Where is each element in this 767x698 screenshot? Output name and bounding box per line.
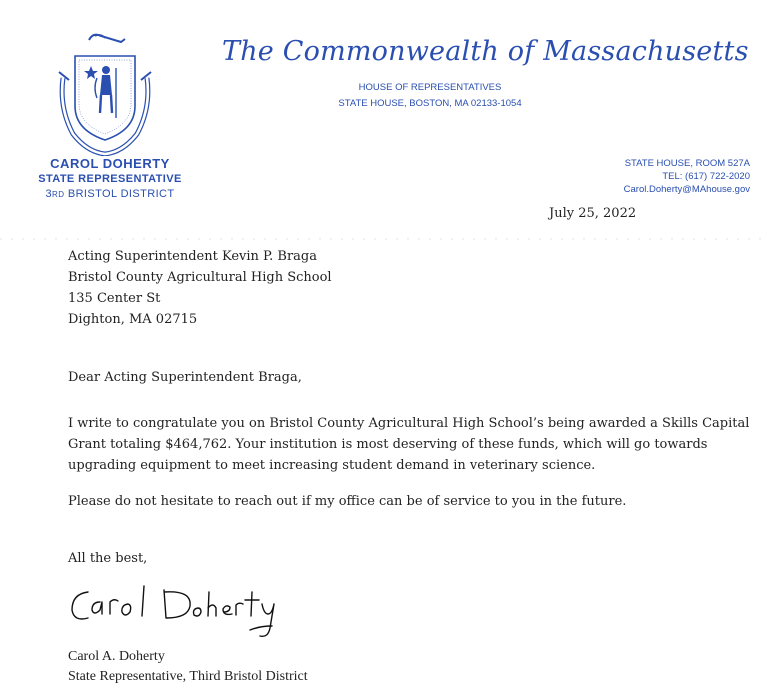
district-ordinal-suffix: RD (52, 190, 65, 199)
body-paragraph-2: Please do not hesitate to reach out if my office can be of service to you in the future. (68, 494, 627, 509)
representative-block (10, 155, 210, 202)
recipient-address (68, 246, 332, 330)
house-name: HOUSE OF REPRESENTATIVES (358, 82, 502, 93)
office-phone: TEL: (617) 722-2020 (662, 171, 750, 182)
office-room: STATE HOUSE, ROOM 527A (624, 158, 750, 169)
massachusetts-seal-icon (55, 28, 155, 156)
recipient-line: Acting Superintendent Kevin P. Braga (68, 249, 317, 264)
body-paragraph-1: I write to congratulate you on Bristol County Agricultural High School’s being awarded a Skills Capital Grant totaling $464,762. Your institution is most deserving of these funds, which will go towards upgrading equipment to meet increasing student demand in veterinary science. (68, 416, 750, 473)
signer-block (68, 647, 308, 687)
recipient-line: Dighton, MA 02715 (68, 312, 198, 327)
representative-name: CAROL DOHERTY (50, 156, 170, 171)
office-email: Carol.Doherty@MAhouse.gov (623, 184, 750, 195)
house-address: STATE HOUSE, BOSTON, MA 02133-1054 (338, 98, 522, 109)
office-contact (560, 157, 750, 196)
district-number: 3 (45, 188, 53, 200)
salutation: Dear Acting Superintendent Braga, (68, 370, 302, 385)
handwritten-signature (66, 578, 296, 644)
representative-district (10, 187, 210, 202)
commonwealth-wordmark: The Commonwealth of Massachusetts (222, 36, 749, 67)
house-address-block (300, 80, 560, 112)
scan-artifact-divider (0, 238, 767, 240)
district-name: BRISTOL DISTRICT (64, 188, 175, 200)
signer-name: Carol A. Doherty (68, 649, 165, 664)
recipient-line: 135 Center St (68, 291, 161, 306)
representative-title: STATE REPRESENTATIVE (38, 173, 182, 185)
closing: All the best, (68, 551, 148, 566)
letter-date: July 25, 2022 (549, 206, 637, 221)
signer-title: State Representative, Third Bristol District (68, 669, 308, 684)
recipient-line: Bristol County Agricultural High School (68, 270, 332, 285)
